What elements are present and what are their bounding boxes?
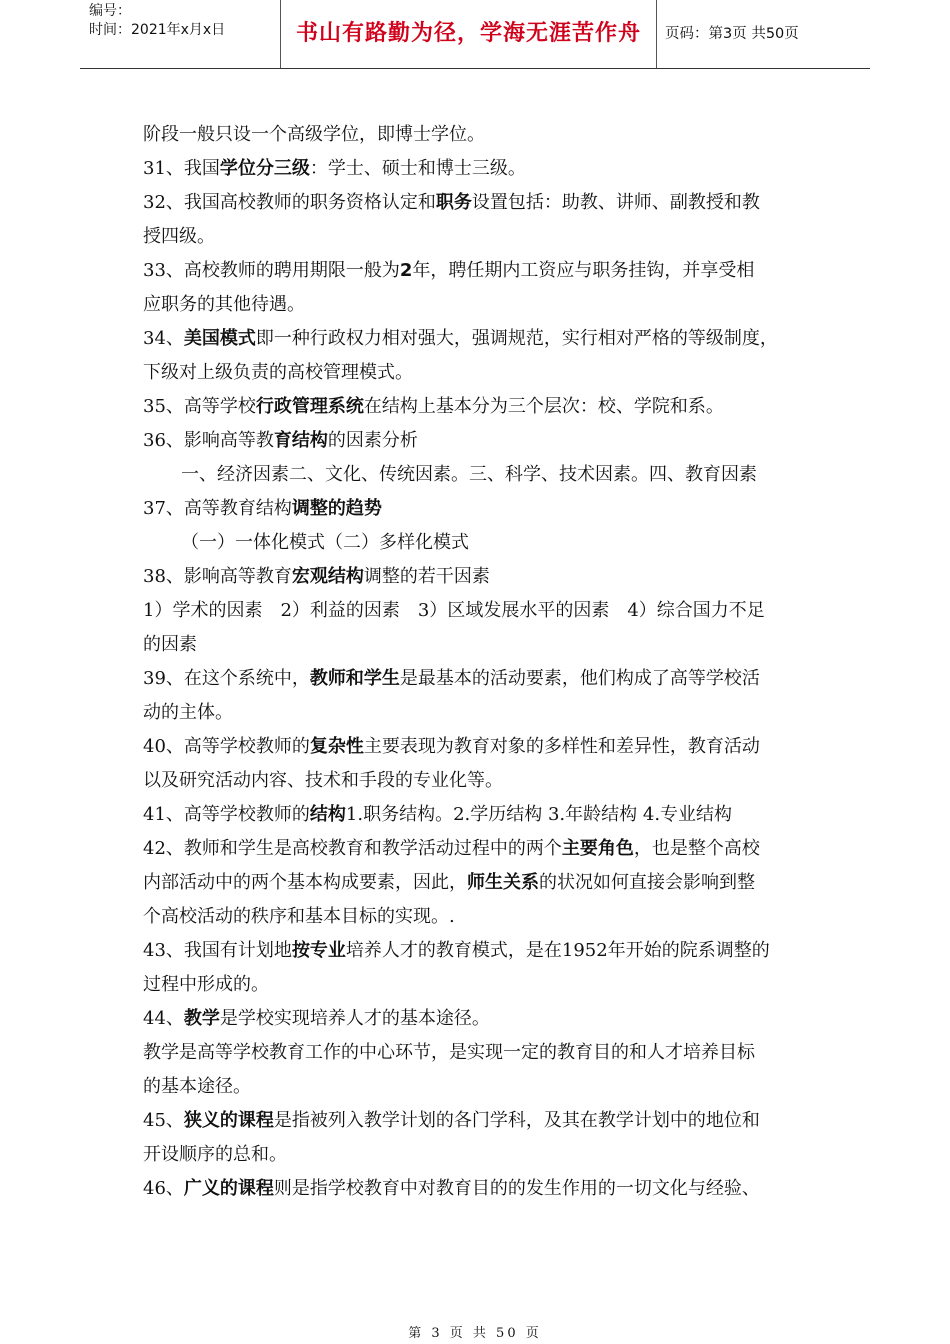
text-line — [143, 1138, 823, 1172]
text-line — [143, 560, 823, 594]
text-span: 34、 — [143, 328, 184, 349]
text-span: 38、影响高等教育 — [143, 566, 292, 587]
text-span: （一）一体化模式（二）多样化模式 — [181, 532, 469, 553]
text-span: 是学校实现培养人才的基本途径。 — [219, 1008, 490, 1029]
text-span: 33、高校教师的聘用期限一般为 — [143, 260, 400, 281]
text-span: 的因素 — [143, 634, 197, 655]
bold-term: 职务 — [435, 192, 472, 213]
text-span: 37、高等教育结构 — [143, 498, 292, 519]
text-line — [143, 288, 823, 322]
text-line — [143, 322, 823, 356]
text-span: 个高校活动的秩序和基本目标的实现。. — [143, 906, 455, 927]
text-span: 是指被列入教学计划的各门学科，及其在教学计划中的地位和 — [273, 1110, 760, 1131]
text-span: 一、经济因素二、文化、传统因素。三、科学、技术因素。四、教育因素 — [181, 464, 757, 485]
text-span: 45、 — [143, 1110, 184, 1131]
page-header — [80, 0, 870, 69]
text-span: ，也是整个高校 — [633, 838, 760, 859]
text-span: 动的主体。 — [143, 702, 233, 723]
bold-term: 行政管理系统 — [255, 396, 364, 417]
text-span: 内部活动中的两个基本构成要素，因此， — [143, 872, 467, 893]
text-span: 46、 — [143, 1178, 184, 1199]
text-span: 39、在这个系统中， — [143, 668, 310, 689]
text-line — [143, 832, 823, 866]
text-span: 过程中形成的。 — [143, 974, 269, 995]
motto: 书山有路勤为径，学海无涯苦作舟 — [295, 21, 641, 46]
text-line — [143, 220, 823, 254]
text-line — [143, 764, 823, 798]
text-span: 调整的若干因素 — [363, 566, 490, 587]
bold-term: 宏观结构 — [291, 566, 364, 587]
bold-term: 广义的课程 — [183, 1178, 274, 1199]
text-span: 应职务的其他待遇。 — [143, 294, 305, 315]
bold-term: 师生关系 — [467, 872, 539, 893]
bold-term: 按专业 — [291, 940, 346, 961]
bold-term: 美国模式 — [183, 328, 256, 349]
text-line — [143, 1002, 823, 1036]
text-span: 35、高等学校 — [143, 396, 256, 417]
bold-term: 学位分三级 — [219, 158, 310, 179]
bold-term: 结构 — [309, 804, 346, 825]
text-span: 培养人才的教育模式，是在1952年开始的院系调整的 — [345, 940, 770, 961]
text-span: 即一种行政权力相对强大，强调规范，实行相对严格的等级制度， — [255, 328, 778, 349]
text-line — [143, 356, 823, 390]
text-line — [143, 730, 823, 764]
text-line — [143, 934, 823, 968]
text-span: 1.职务结构。2.学历结构 3.年龄结构 4.专业结构 — [345, 804, 733, 825]
text-line — [143, 866, 823, 900]
text-span: 在结构上基本分为三个层次：校、学院和系。 — [363, 396, 724, 417]
text-span: 44、 — [143, 1008, 184, 1029]
header-motto-cell — [280, 0, 657, 68]
text-span: 则是指学校教育中对教育目的的发生作用的一切文化与经验、 — [273, 1178, 760, 1199]
text-span: 下级对上级负责的高校管理模式。 — [143, 362, 413, 383]
text-line — [143, 662, 823, 696]
text-line — [143, 900, 823, 934]
text-line — [143, 526, 823, 560]
text-span: 的因素分析 — [327, 430, 418, 451]
text-span: 开设顺序的总和。 — [143, 1144, 287, 1165]
text-line — [143, 594, 823, 628]
bold-term: 复杂性 — [309, 736, 364, 757]
text-span: 的基本途径。 — [143, 1076, 251, 1097]
text-span: 的状况如何直接会影响到整 — [539, 872, 755, 893]
text-line — [143, 1172, 823, 1206]
bold-term: 狭义的课程 — [183, 1110, 274, 1131]
text-span: 31、我国 — [143, 158, 220, 179]
text-line — [143, 424, 823, 458]
text-line — [143, 186, 823, 220]
bold-term: 教学 — [183, 1008, 220, 1029]
document-body — [143, 118, 823, 1206]
text-span: 设置包括：助教、讲师、副教授和教 — [471, 192, 760, 213]
text-span: 43、我国有计划地 — [143, 940, 292, 961]
text-line — [143, 1070, 823, 1104]
text-line — [143, 968, 823, 1002]
text-span: 授四级。 — [143, 226, 215, 247]
text-span: 教学是高等学校教育工作的中心环节，是实现一定的教育目的和人才培养目标 — [143, 1042, 755, 1063]
text-line — [143, 458, 823, 492]
text-span: 41、高等学校教师的 — [143, 804, 310, 825]
text-line — [143, 492, 823, 526]
bold-term: 教师和学生 — [309, 668, 400, 689]
text-span: 年，聘任期内工资应与职务挂钩，并享受相 — [412, 260, 755, 281]
text-line — [143, 390, 823, 424]
text-line — [143, 1104, 823, 1138]
text-span: 是最基本的活动要素，他们构成了高等学校活 — [399, 668, 760, 689]
text-span: 42、教师和学生是高校教育和教学活动过程中的两个 — [143, 838, 562, 859]
text-span: ：学士、硕士和博士三级。 — [309, 158, 526, 179]
text-span: 1）学术的因素 2）利益的因素 3）区域发展水平的因素 4）综合国力不足 — [143, 600, 765, 621]
text-span: 阶段一般只设一个高级学位，即博士学位。 — [143, 124, 485, 145]
page-footer: 第 3 页 共 50 页 — [408, 1326, 542, 1341]
text-line — [143, 152, 823, 186]
text-line — [143, 798, 823, 832]
number-label: 编号： — [89, 3, 131, 19]
time-label: 时间：2021年x月x日 — [89, 22, 226, 38]
text-line — [143, 118, 823, 152]
text-span: 32、我国高校教师的职务资格认定和 — [143, 192, 436, 213]
text-span: 40、高等学校教师的 — [143, 736, 310, 757]
bold-term: 调整的趋势 — [291, 498, 382, 519]
bold-term: 主要角色 — [561, 838, 634, 859]
text-line — [143, 254, 823, 288]
header-meta — [80, 0, 280, 68]
page-info: 页码：第3页 共50页 — [665, 26, 799, 42]
bold-term: 育结构 — [273, 430, 328, 451]
text-line — [143, 1036, 823, 1070]
text-span: 主要表现为教育对象的多样性和差异性，教育活动 — [363, 736, 760, 757]
bold-term: 2 — [399, 260, 413, 281]
text-span: 36、影响高等教 — [143, 430, 274, 451]
text-line — [143, 628, 823, 662]
text-line — [143, 696, 823, 730]
text-span: 以及研究活动内容、技术和手段的专业化等。 — [143, 770, 503, 791]
